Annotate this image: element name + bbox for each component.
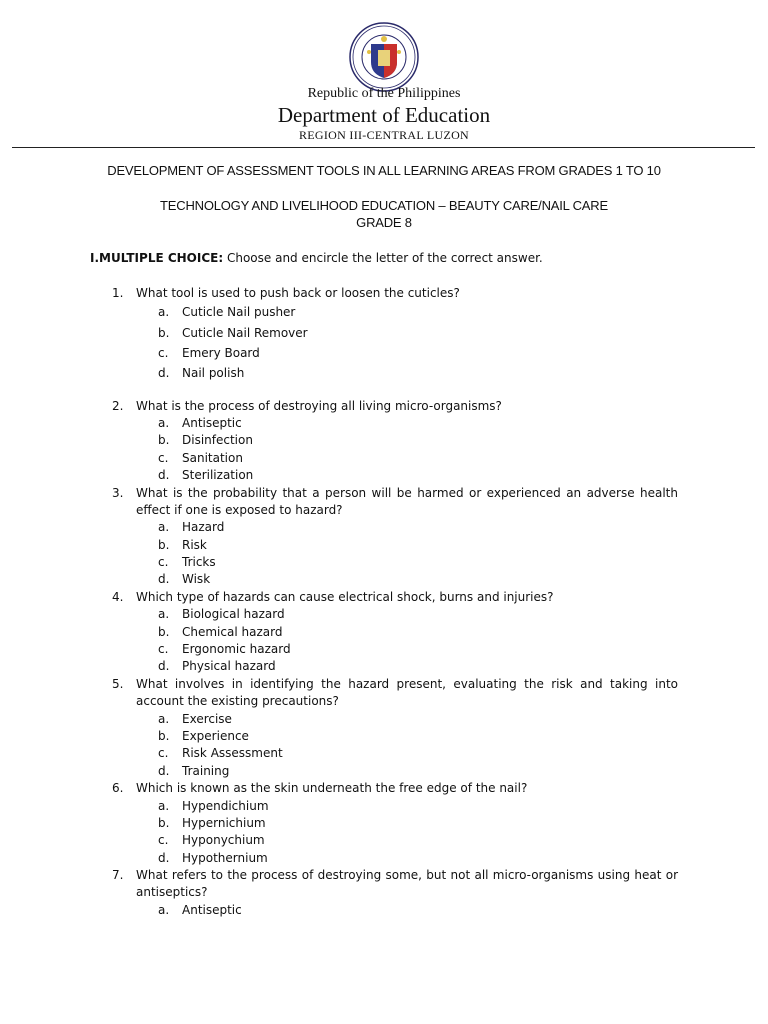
option-text: Cuticle Nail Remover (182, 326, 308, 340)
question-3 (112, 485, 678, 519)
option-letter: b. (158, 816, 170, 830)
question-6 (112, 780, 678, 797)
option-text: Ergonomic hazard (182, 642, 291, 656)
option-letter: a. (158, 607, 170, 621)
option-text: Antiseptic (182, 903, 242, 917)
option-letter: a. (158, 799, 170, 813)
option-text: Antiseptic (182, 416, 242, 430)
question-number: 5. (112, 677, 124, 691)
question-5 (112, 676, 678, 710)
option-letter: c. (158, 346, 169, 360)
option-text: Experience (182, 729, 249, 743)
question-text: What involves in identifying the hazard present, evaluating the risk and taking into account the existing precautions? (136, 677, 678, 708)
option-letter: d. (158, 468, 170, 482)
option-letter: b. (158, 729, 170, 743)
region-label: REGION III-CENTRAL LUZON (298, 128, 470, 142)
question-number: 4. (112, 590, 124, 604)
option-letter: d. (158, 659, 170, 673)
question-text: What tool is used to push back or loosen the cuticles? (136, 286, 460, 300)
option-letter: a. (158, 903, 170, 917)
option-text: Physical hazard (182, 659, 276, 673)
question-number: 7. (112, 868, 124, 882)
option-letter: c. (158, 451, 169, 465)
option-text: Hypendichium (182, 799, 269, 813)
option-letter: a. (158, 305, 170, 319)
option-text: Nail polish (182, 366, 245, 380)
question-1 (112, 285, 678, 302)
subject-title: TECHNOLOGY AND LIVELIHOOD EDUCATION – BEAUTY CARE/NAIL CARE (160, 198, 608, 213)
question-7 (112, 867, 678, 901)
question-number: 2. (112, 399, 124, 413)
option-letter: a. (158, 416, 170, 430)
option-text: Tricks (182, 555, 216, 569)
option-text: Hypernichium (182, 816, 266, 830)
question-4 (112, 589, 678, 606)
option-letter: c. (158, 746, 169, 760)
department-title: Department of Education (277, 103, 491, 127)
option-text: Wisk (182, 572, 211, 586)
option-letter: c. (158, 833, 169, 847)
option-letter: b. (158, 433, 170, 447)
option-text: Hypothernium (182, 851, 268, 865)
header-divider (12, 147, 755, 148)
option-letter: d. (158, 764, 170, 778)
republic-label: Republic of the Philippines (307, 86, 461, 101)
question-text: What refers to the process of destroying some, but not all micro-organisms using heat or antiseptics? (136, 868, 678, 899)
deped-seal-logo (349, 22, 419, 92)
option-letter: d. (158, 851, 170, 865)
question-text: What is the probability that a person will be harmed or experienced an adverse health effect if one is exposed to hazard? (136, 486, 678, 517)
question-number: 1. (112, 286, 124, 300)
question-text: What is the process of destroying all living micro-organisms? (136, 399, 502, 413)
question-number: 3. (112, 486, 124, 500)
grade-title: GRADE 8 (356, 215, 412, 230)
option-text: Risk (182, 538, 207, 552)
option-text: Hazard (182, 520, 225, 534)
document-title: DEVELOPMENT OF ASSESSMENT TOOLS IN ALL LEARNING AREAS FROM GRADES 1 TO 10 (107, 163, 661, 178)
option-text: Exercise (182, 712, 232, 726)
option-text: Risk Assessment (182, 746, 283, 760)
option-text: Biological hazard (182, 607, 285, 621)
option-letter: c. (158, 555, 169, 569)
option-letter: a. (158, 712, 170, 726)
instruction-text: Choose and encircle the letter of the correct answer. (223, 251, 543, 265)
option-text: Chemical hazard (182, 625, 283, 639)
option-letter: d. (158, 572, 170, 586)
instruction-label: I.MULTIPLE CHOICE: (90, 251, 224, 265)
option-text: Cuticle Nail pusher (182, 305, 296, 319)
instruction (90, 251, 543, 265)
question-number: 6. (112, 781, 124, 795)
option-letter: d. (158, 366, 170, 380)
option-letter: b. (158, 625, 170, 639)
option-letter: b. (158, 326, 170, 340)
question-text: Which type of hazards can cause electrical shock, burns and injuries? (136, 590, 554, 604)
option-text: Hyponychium (182, 833, 265, 847)
option-letter: b. (158, 538, 170, 552)
option-letter: c. (158, 642, 169, 656)
option-letter: a. (158, 520, 170, 534)
option-text: Training (182, 764, 230, 778)
question-2 (112, 398, 678, 415)
option-text: Disinfection (182, 433, 253, 447)
option-text: Emery Board (182, 346, 260, 360)
question-text: Which is known as the skin underneath the free edge of the nail? (136, 781, 528, 795)
option-text: Sterilization (182, 468, 254, 482)
option-text: Sanitation (182, 451, 243, 465)
